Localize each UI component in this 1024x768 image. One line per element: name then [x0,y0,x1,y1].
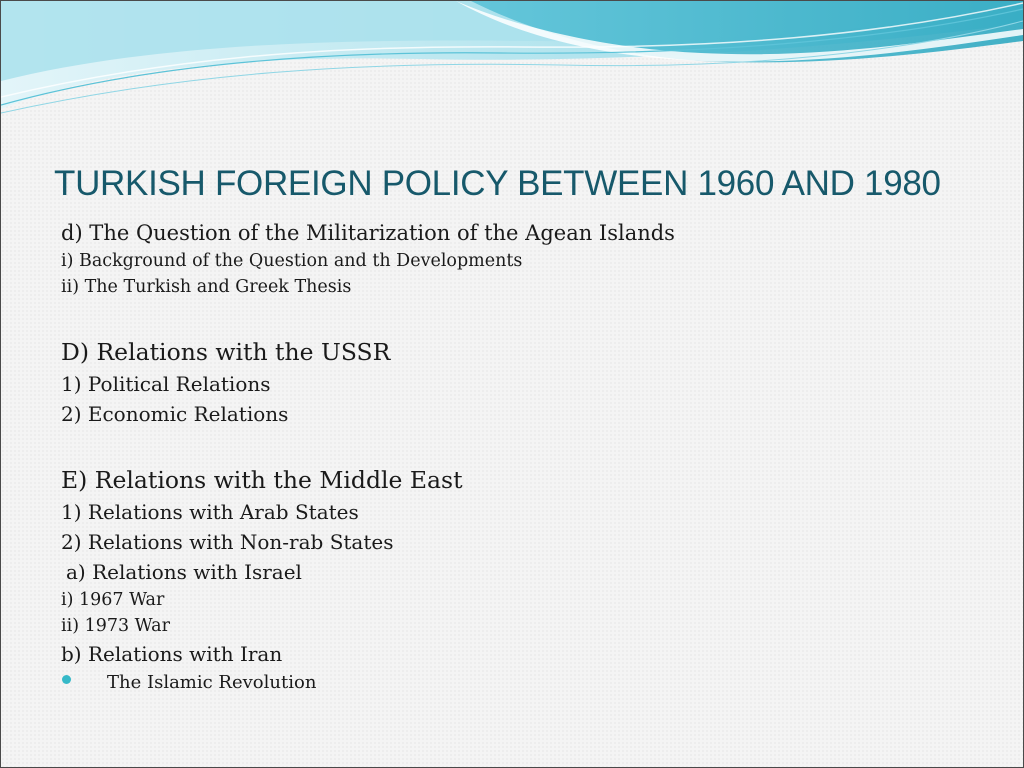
slide-title: TURKISH FOREIGN POLICY BETWEEN 1960 AND 1980 [54,164,941,203]
list-item: i) Background of the Question and th Developments [61,251,523,271]
list-item: 2) Economic Relations [61,402,289,426]
section-d-heading: d) The Question of the Militarization of the Agean Islands [61,221,675,245]
list-item: i) 1967 War [61,590,165,610]
bullet-icon [62,675,71,684]
bullet-item: The Islamic Revolution [107,672,317,693]
list-item: 1) Political Relations [61,372,271,396]
list-item: b) Relations with Iran [61,642,283,666]
list-item: 2) Relations with Non-rab States [61,530,394,554]
header-wave-decoration [1,1,1023,121]
list-item: 1) Relations with Arab States [61,500,359,524]
list-item: a) Relations with Israel [66,560,302,584]
list-item: ii) 1973 War [61,616,170,636]
section-ussr-heading: D) Relations with the USSR [61,338,391,366]
list-item: ii) The Turkish and Greek Thesis [61,277,352,297]
section-middle-east-heading: E) Relations with the Middle East [61,466,463,494]
